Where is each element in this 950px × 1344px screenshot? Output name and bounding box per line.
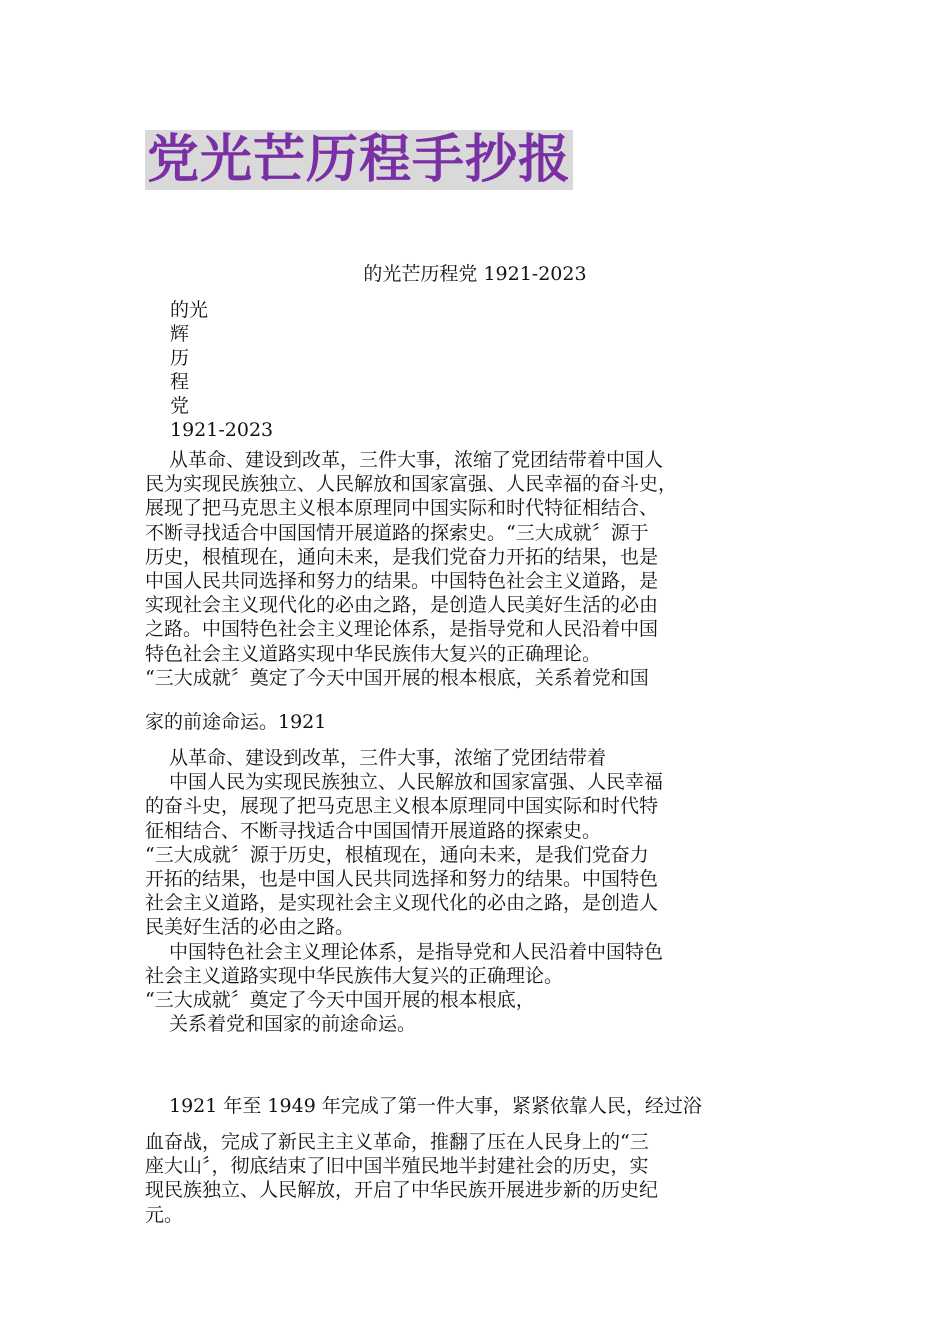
- text-line: “三大成就〞源于历史，根植现在，通向未来，是我们党奋力: [145, 843, 649, 866]
- subtitle: 的光芒历程党 1921-2023: [363, 263, 587, 285]
- paragraph-3: [145, 1130, 810, 1227]
- text-line: 中国人民共同选择和努力的结果。中国特色社会主义道路，是: [145, 570, 659, 593]
- text-line: 座大山〞，彻底结束了旧中国半殖民地半封建社会的历史，实: [145, 1155, 649, 1178]
- text-line: 的奋斗史，展现了把马克思主义根本原理同中国实际和时代特: [145, 795, 659, 818]
- text-line: 之路。中国特色社会主义理论体系，是指导党和人民沿着中国: [145, 618, 659, 641]
- text-line-1949: 1921 年至 1949 年完成了第一件大事，紧紧依靠人民，经过浴: [169, 1095, 702, 1117]
- text-line: 征相结合、不断寻找适合中国国情开展道路的探索史。: [145, 819, 602, 842]
- text-line-1921: 家的前途命运。1921: [145, 711, 327, 733]
- text-line: 展现了把马克思主义根本原理同中国实际和时代特征相结合、: [145, 497, 659, 520]
- text-line: “三大成就〞奠定了今天中国开展的根本根底，: [145, 989, 535, 1012]
- text-line: 不断寻找适合中国国情开展道路的探索史。“三大成就〞源于: [145, 521, 649, 544]
- text-line: 中国人民为实现民族独立、人民解放和国家富强、人民幸福: [169, 771, 664, 794]
- text-line: 关系着党和国家的前途命运。: [169, 1013, 417, 1036]
- text-line: 中国特色社会主义理论体系，是指导党和人民沿着中国特色: [169, 940, 664, 963]
- vertical-line: 程: [170, 371, 190, 393]
- text-line: 从革命、建设到改革，三件大事，浓缩了党团结带着中国人: [169, 449, 664, 471]
- vertical-line: 历: [170, 347, 190, 369]
- text-line: 元。: [145, 1203, 184, 1226]
- text-line: 实现社会主义现代化的必由之路，是创造人民美好生活的必由: [145, 594, 659, 617]
- text-line: 现民族独立、人民解放，开启了中华民族开展进步新的历史纪: [145, 1179, 659, 1202]
- text-line: 开拓的结果，也是中国人民共同选择和努力的结果。中国特色: [145, 868, 659, 891]
- text-line: 血奋战，完成了新民主主义革命，推翻了压在人民身上的“三: [145, 1131, 649, 1153]
- vertical-line: 党: [170, 395, 190, 417]
- text-line: “三大成就〞奠定了今天中国开展的根本根底，关系着党和国: [145, 666, 649, 689]
- text-line: 社会主义道路实现中华民族伟大复兴的正确理论。: [145, 964, 564, 987]
- vertical-title: [170, 298, 273, 442]
- text-line: 民为实现民族独立、人民解放和国家富强、人民幸福的奋斗史，: [145, 473, 678, 496]
- text-line: 从革命、建设到改革，三件大事，浓缩了党团结带着: [169, 747, 607, 769]
- text-line: 特色社会主义道路实现中华民族伟大复兴的正确理论。: [145, 642, 602, 665]
- page-title: 党光芒历程手抄报: [147, 130, 572, 190]
- paragraph-1: [145, 448, 810, 690]
- text-line: 历史，根植现在，通向未来，是我们党奋力开拓的结果，也是: [145, 545, 659, 568]
- text-line: 社会主义道路，是实现社会主义现代化的必由之路，是创造人: [145, 892, 659, 915]
- vertical-line: 的光: [170, 299, 209, 321]
- vertical-line: 1921-2023: [170, 419, 274, 441]
- vertical-line: 辉: [170, 323, 190, 345]
- text-line: 民美好生活的必由之路。: [145, 916, 355, 939]
- paragraph-2: [145, 746, 810, 1036]
